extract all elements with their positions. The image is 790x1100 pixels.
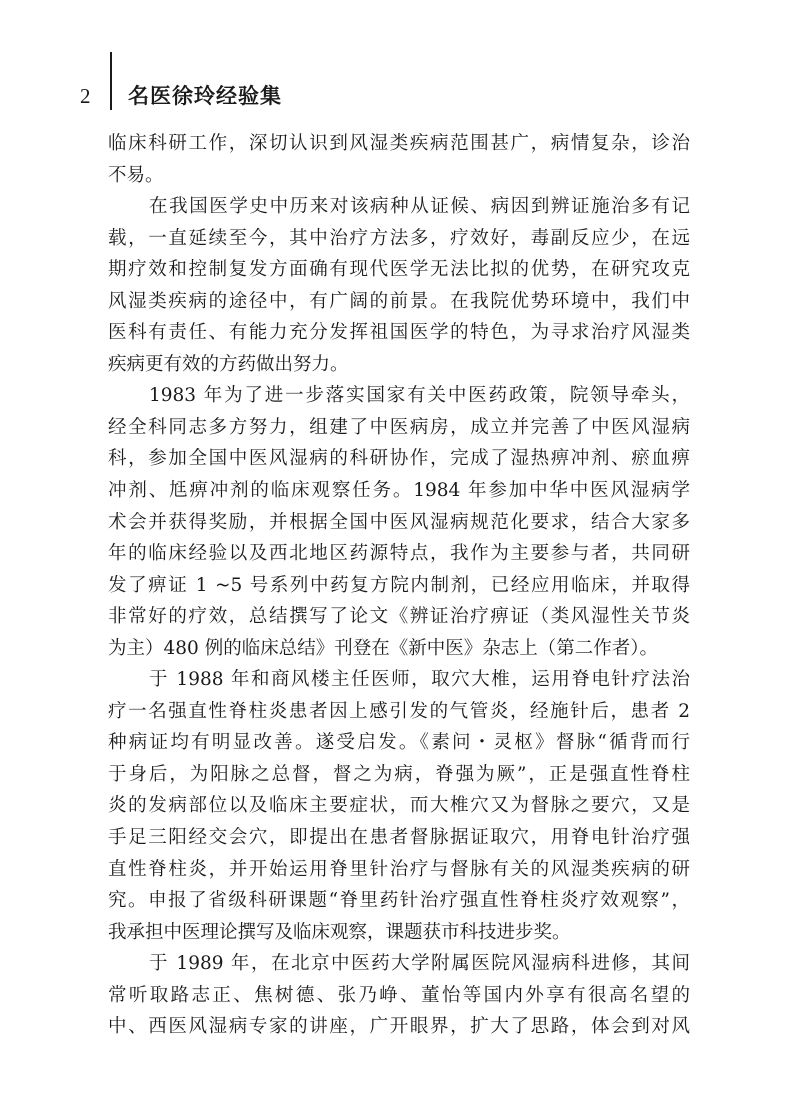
body-text xyxy=(108,128,690,1043)
text-line: 疾病更有效的方药做出努力。 xyxy=(108,353,349,375)
text-line: 种病证均有明显改善。遂受启发。《素问・灵枢》督脉“循背而行 xyxy=(108,732,690,754)
text-line: 术会并获得奖励，并根据全国中医风湿病规范化要求，结合大家多 xyxy=(108,511,690,533)
text-line: 于 1989 年，在北京中医药大学附属医院风湿病科进修，其间 xyxy=(149,953,690,975)
header-divider xyxy=(110,52,112,110)
text-line: 经全科同志多方努力，组建了中医病房，成立并完善了中医风湿病 xyxy=(108,416,690,438)
text-line: 究。申报了省级科研课题“脊里药针治疗强直性脊柱炎疗效观察”， xyxy=(108,890,690,912)
text-line: 载，一直延续至今，其中治疗方法多，疗效好，毒副反应少，在远 xyxy=(108,227,690,249)
text-line: 冲剂、尪痹冲剂的临床观察任务。1984 年参加中华中医风湿病学 xyxy=(108,480,690,502)
text-line: 常听取路志正、焦树德、张乃峥、董怡等国内外享有很高名望的 xyxy=(108,984,690,1006)
text-line: 于 1988 年和商风楼主任医师，取穴大椎，运用脊电针疗法治 xyxy=(149,669,690,691)
text-line: 非常好的疗效，总结撰写了论文《辨证治疗痹证（类风湿性关节炎 xyxy=(108,606,690,628)
text-line: 风湿类疾病的途径中，有广阔的前景。在我院优势环境中，我们中 xyxy=(108,290,690,312)
text-line: 疗一名强直性脊柱炎患者因上感引发的气管炎，经施针后，患者 2 xyxy=(108,700,690,722)
text-line: 医科有责任、有能力充分发挥祖国医学的特色，为寻求治疗风湿类 xyxy=(108,322,690,344)
page-number: 2 xyxy=(80,84,91,108)
book-title: 名医徐玲经验集 xyxy=(128,83,282,108)
text-line: 直性脊柱炎，并开始运用脊里针治疗与督脉有关的风湿类疾病的研 xyxy=(108,858,690,880)
running-header xyxy=(0,52,790,112)
text-line: 炎的发病部位以及临床主要症状，而大椎穴又为督脉之要穴，又是 xyxy=(108,795,690,817)
text-line: 手足三阳经交会穴，即提出在患者督脉据证取穴，用脊电针治疗强 xyxy=(108,827,690,849)
text-line: 科，参加全国中医风湿病的科研协作，完成了湿热痹冲剂、瘀血痹 xyxy=(108,448,690,470)
text-line: 不易。 xyxy=(108,164,164,186)
text-line: 为主）480 例的临床总结》刊登在《新中医》杂志上（第二作者）。 xyxy=(108,637,658,659)
text-line: 于身后，为阳脉之总督，督之为病，脊强为厥”，正是强直性脊柱 xyxy=(108,763,690,785)
text-line: 年的临床经验以及西北地区药源特点，我作为主要参与者，共同研 xyxy=(108,543,690,565)
text-line: 在我国医学史中历来对该病种从证候、病因到辨证施治多有记 xyxy=(149,196,690,218)
text-line: 发了痹证 1 ~5 号系列中药复方院内制剂，已经应用临床，并取得 xyxy=(108,574,690,596)
text-line: 期疗效和控制复发方面确有现代医学无法比拟的优势，在研究攻克 xyxy=(108,259,690,281)
text-line: 临床科研工作，深切认识到风湿类疾病范围甚广，病情复杂，诊治 xyxy=(108,133,690,154)
text-line: 中、西医风湿病专家的讲座，广开眼界，扩大了思路，体会到对风 xyxy=(108,1016,690,1038)
text-line: 我承担中医理论撰写及临床观察，课题获市科技进步奖。 xyxy=(108,921,571,943)
text-line: 1983 年为了进一步落实国家有关中医药政策，院领导牵头， xyxy=(149,385,690,407)
